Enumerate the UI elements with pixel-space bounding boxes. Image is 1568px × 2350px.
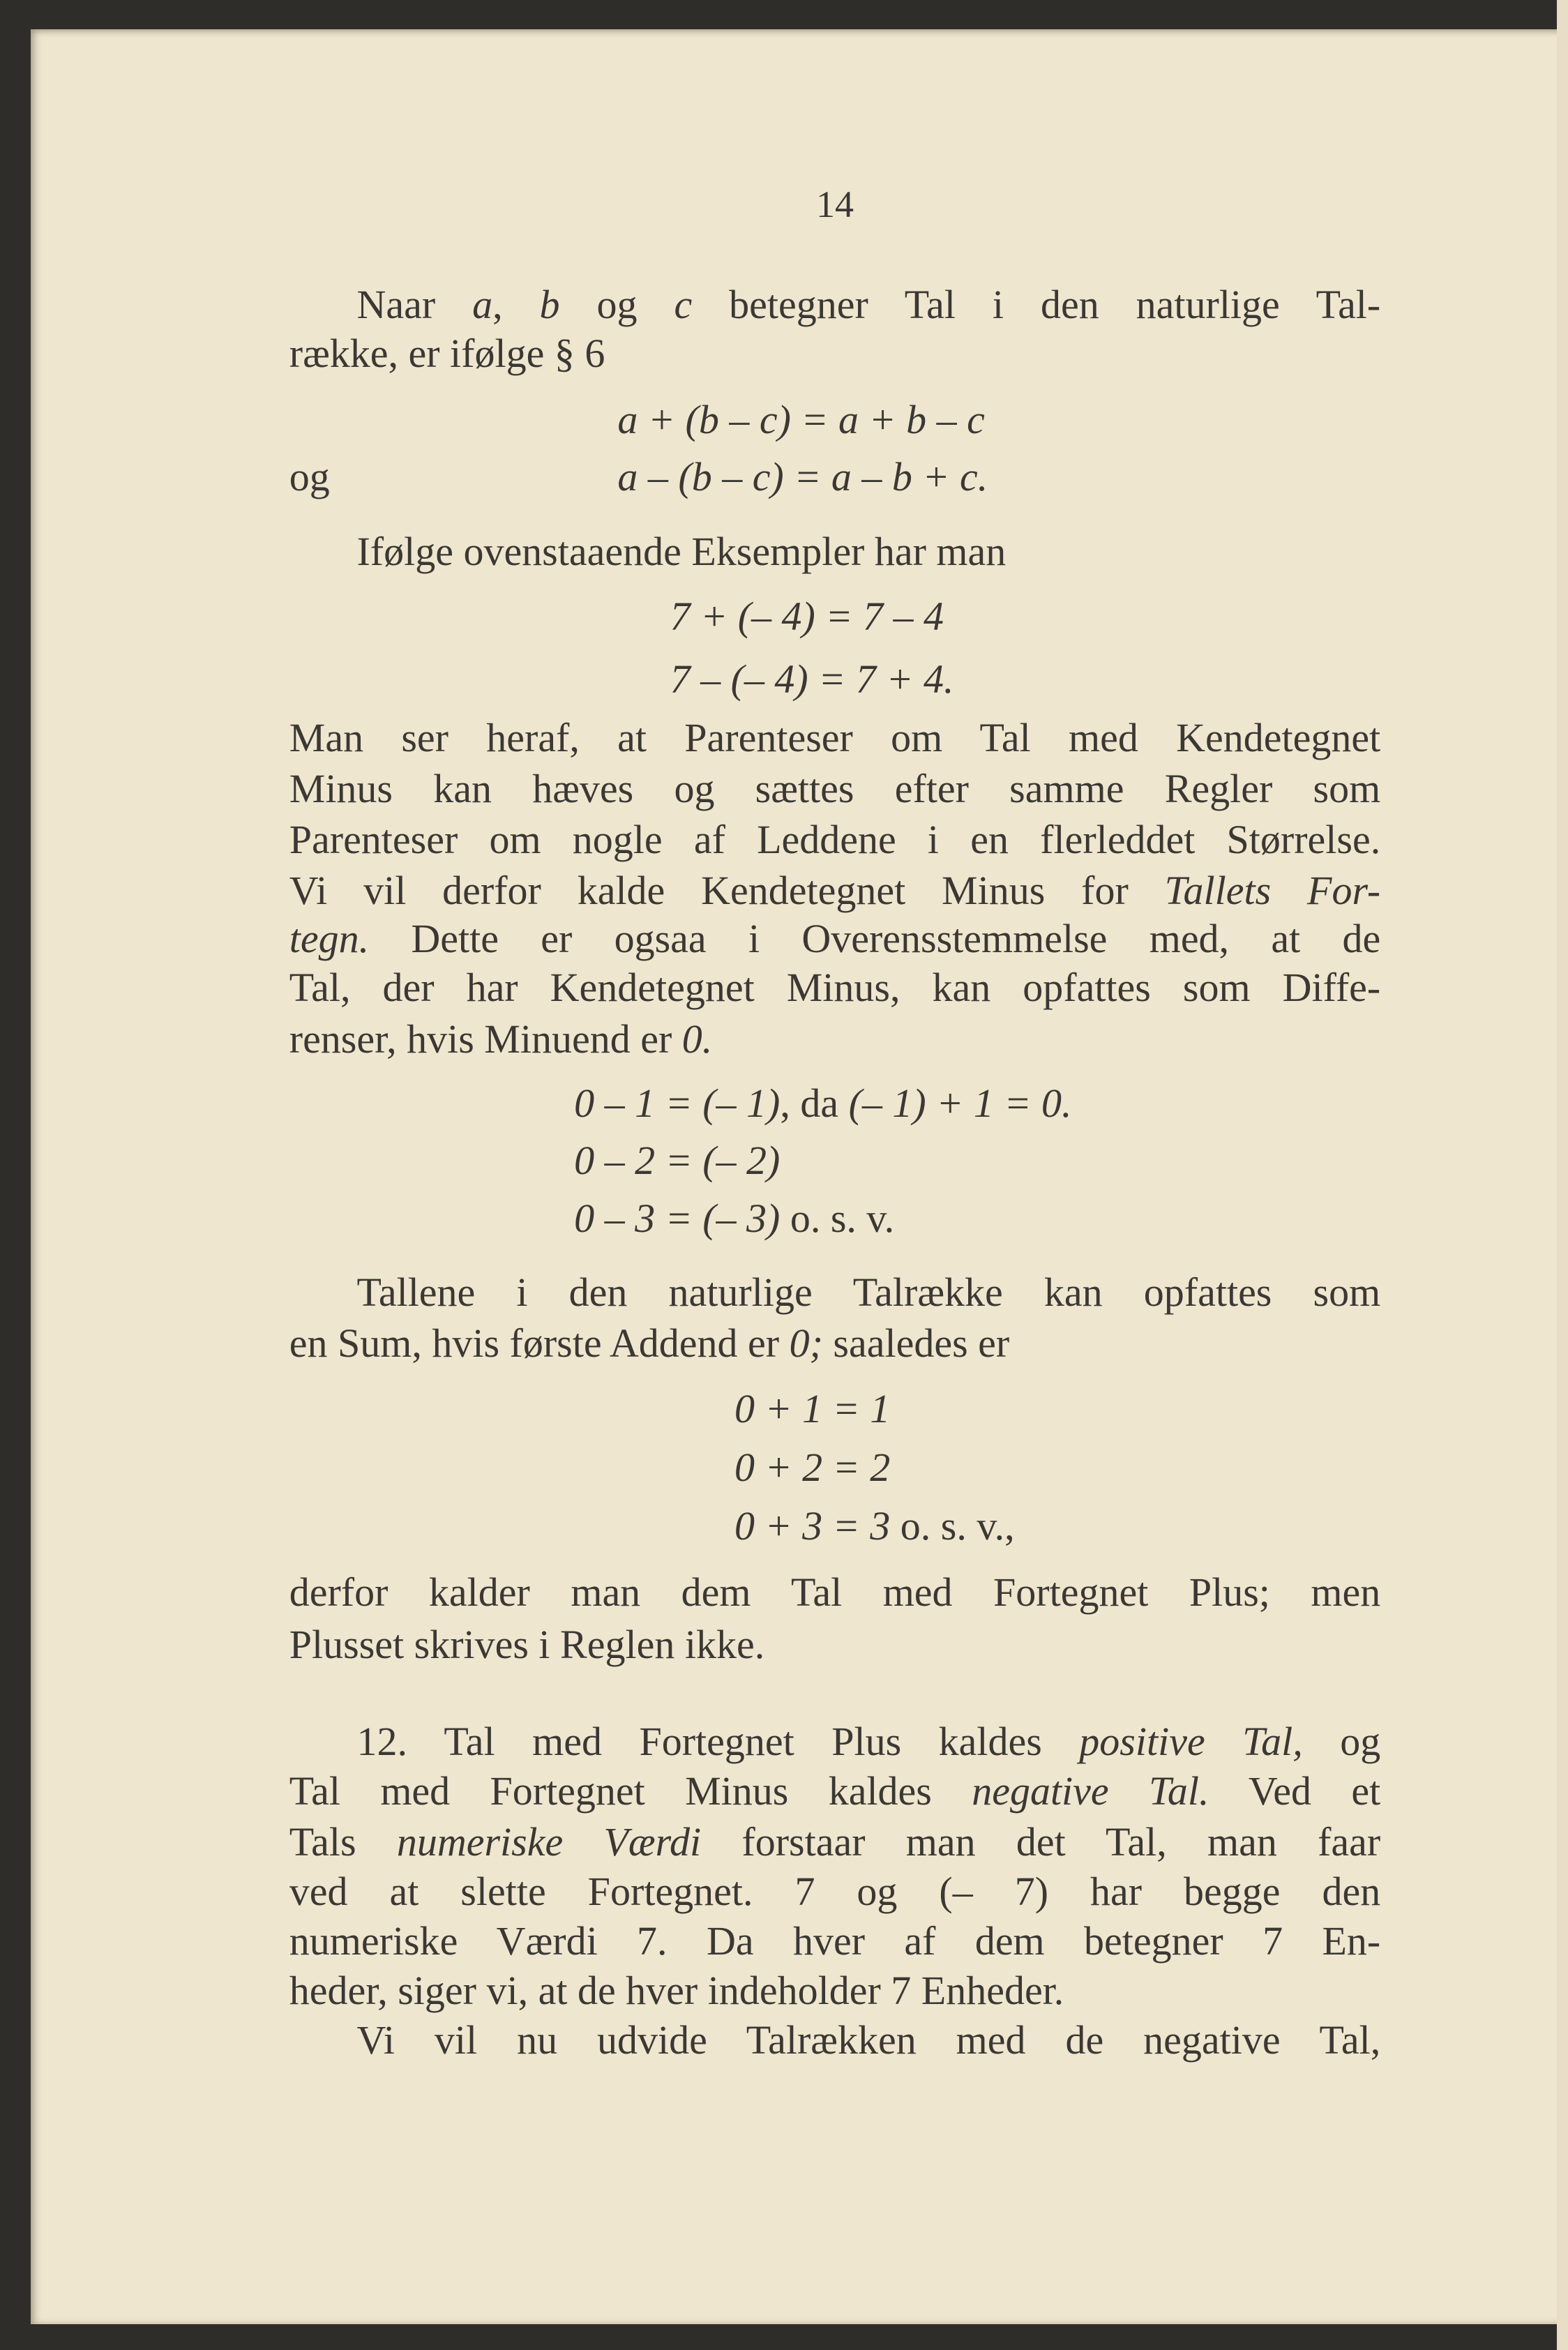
text-line xyxy=(734,1501,1015,1551)
text-line xyxy=(289,1867,1380,1917)
text-line xyxy=(574,1136,780,1186)
page-edge xyxy=(1557,0,1568,2350)
text-segment: Tals xyxy=(289,1819,397,1865)
text-segment: Vi vil nu udvide Talrækken med de negative Tal, xyxy=(356,2017,1381,2063)
text-segment: saaledes er xyxy=(822,1320,1010,1366)
text-segment: og xyxy=(289,453,330,499)
text-segment: Plusset skrives i Reglen ikke. xyxy=(289,1621,765,1667)
text-line xyxy=(289,452,330,502)
text-line xyxy=(289,1567,1380,1618)
italic-text: 0 – 2 = (– 2) xyxy=(574,1137,781,1183)
text-line xyxy=(289,764,1380,814)
text-segment: 12. Tal med Fortegnet Plus kaldes xyxy=(356,1719,1080,1765)
text-line xyxy=(574,1193,894,1244)
text-segment: Parenteser om nogle af Leddene i en flerleddet Størrelse. xyxy=(289,816,1381,862)
text-line xyxy=(289,815,1380,865)
text-line xyxy=(670,654,954,705)
text-line xyxy=(734,1384,890,1434)
text-segment: Ved et xyxy=(1209,1768,1381,1814)
text-line xyxy=(289,713,1380,763)
text-segment: og xyxy=(559,281,674,327)
italic-text: Tallets For- xyxy=(1164,867,1381,913)
italic-text: 0 – 1 = (– 1) xyxy=(574,1080,781,1126)
text-line xyxy=(289,1916,1380,1966)
italic-text: 0 + 2 = 2 xyxy=(734,1445,891,1491)
italic-text: a – (b – c) = a – b + c. xyxy=(617,453,988,499)
text-segment: Tal med Fortegnet Minus kaldes xyxy=(289,1768,972,1814)
text-segment: o. s. v. xyxy=(780,1196,895,1242)
text-segment: betegner Tal i den naturlige Tal- xyxy=(692,281,1381,327)
text-segment: Tal, der har Kendetegnet Minus, kan opfattes som Diffe- xyxy=(289,965,1381,1011)
text-segment: Minus kan hæves og sættes efter samme Regler som xyxy=(289,765,1381,811)
text-line xyxy=(356,1717,1380,1767)
text-segment: forstaar man det Tal, man faar xyxy=(701,1819,1381,1865)
italic-text: 7 – (– 4) = 7 + 4. xyxy=(670,656,954,702)
text-segment: Naar xyxy=(356,281,473,327)
text-line xyxy=(617,395,985,445)
text-line xyxy=(574,1078,1071,1129)
text-line xyxy=(289,1014,713,1064)
italic-text: negative Tal. xyxy=(972,1768,1209,1814)
text-segment: og xyxy=(1302,1719,1381,1765)
text-line xyxy=(289,1817,1380,1867)
text-segment: heder, siger vi, at de hver indeholder 7 Enheder. xyxy=(289,1968,1064,2014)
italic-text: b xyxy=(539,281,560,327)
page-number: 14 xyxy=(816,183,854,225)
italic-text: 0. xyxy=(681,1016,713,1062)
text-segment: en Sum, hvis første Addend er xyxy=(289,1320,790,1366)
text-line xyxy=(356,2015,1380,2065)
text-line xyxy=(289,1620,764,1670)
text-segment: Dette er ogsaa i Overensstemmelse med, at de xyxy=(369,915,1381,961)
text-segment: renser, hvis Minuend er xyxy=(289,1016,682,1062)
text-segment: række, er ifølge § 6 xyxy=(289,331,605,377)
text-segment: Ifølge ovenstaaende Eksempler har man xyxy=(356,529,1007,575)
text-line xyxy=(670,592,944,642)
italic-text: numeriske Værdi xyxy=(396,1819,702,1865)
text-line xyxy=(356,280,1380,330)
text-segment: , xyxy=(492,281,540,327)
text-segment: , da xyxy=(780,1080,849,1126)
italic-text: a + (b – c) = a + b – c xyxy=(617,397,985,443)
italic-text: 0; xyxy=(789,1320,823,1366)
text-line xyxy=(289,1318,1009,1369)
italic-text: 0 + 3 = 3 xyxy=(734,1502,891,1549)
italic-text: (– 1) + 1 = 0. xyxy=(848,1080,1072,1126)
text-segment: numeriske Værdi 7. Da hver af dem betegner 7 En- xyxy=(289,1918,1381,1964)
text-line xyxy=(356,527,1006,577)
text-line xyxy=(289,1766,1380,1816)
italic-text: positive Tal, xyxy=(1079,1719,1303,1765)
text-segment: derfor kalder man dem Tal med Fortegnet Plus; men xyxy=(289,1569,1381,1615)
italic-text: 7 + (– 4) = 7 – 4 xyxy=(670,593,944,639)
italic-text: tegn. xyxy=(289,915,370,961)
text-segment: Tallene i den naturlige Talrække kan opfattes som xyxy=(356,1269,1381,1315)
text-line xyxy=(734,1443,890,1493)
text-segment: Vi vil derfor kalde Kendetegnet Minus for xyxy=(289,867,1165,913)
text-line xyxy=(289,963,1380,1013)
italic-text: 0 – 3 = (– 3) xyxy=(574,1196,781,1242)
text-line xyxy=(617,452,988,502)
text-line xyxy=(289,1966,1064,2016)
text-segment: Man ser heraf, at Parenteser om Tal med Kendetegnet xyxy=(289,714,1381,760)
italic-text: 0 + 1 = 1 xyxy=(734,1386,891,1432)
text-segment: ved at slette Fortegnet. 7 og (– 7) har begge den xyxy=(289,1869,1381,1915)
italic-text: c xyxy=(674,281,693,327)
italic-text: a xyxy=(472,281,493,327)
text-line xyxy=(289,914,1380,964)
text-segment: o. s. v., xyxy=(890,1502,1015,1549)
text-line xyxy=(289,329,605,379)
text-line xyxy=(356,1267,1380,1318)
text-line xyxy=(289,866,1380,916)
